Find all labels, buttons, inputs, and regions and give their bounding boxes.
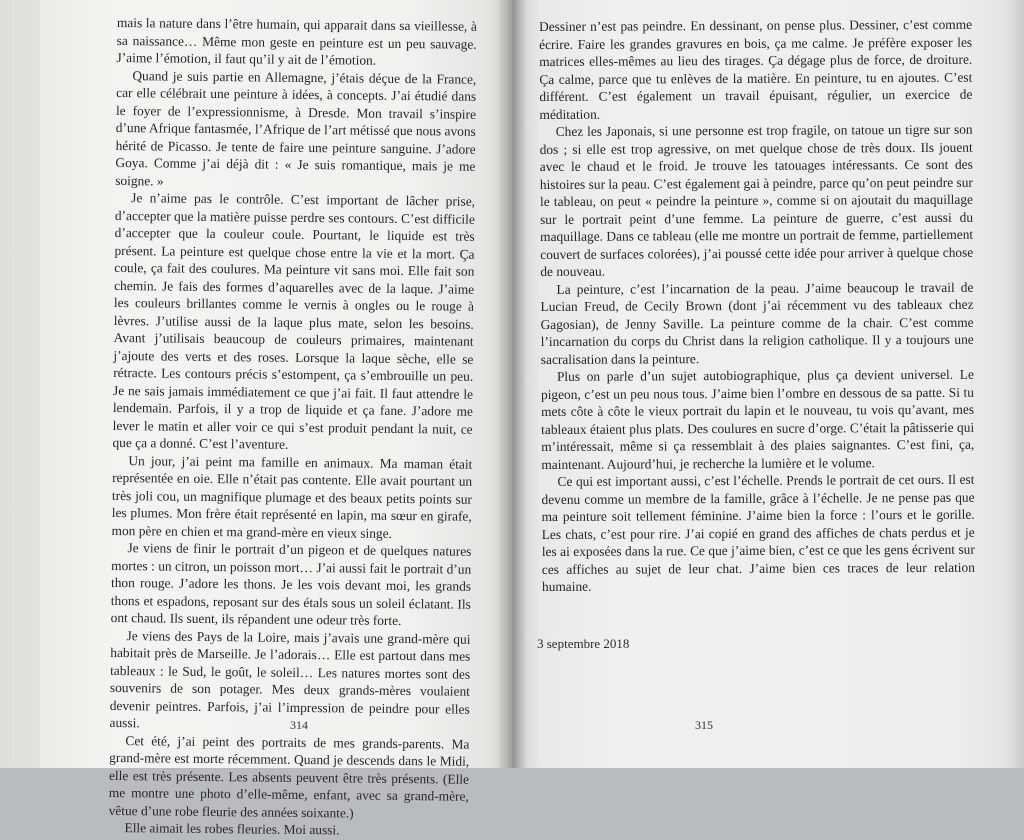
paragraph: mais la nature dans l’être humain, qui apparait dans sa vieillesse, à sa naissance… Même mon geste en peinture est un peu sauvage. J’aime l’émotion, il faut qu’il y ait de l’émotion. — [116, 14, 477, 68]
paragraph: Je n’aime pas le contrôle. C’est important de lâcher prise, d’accepter que la matière puisse perdre ses contours. C’est difficile d’accepter que la couleur coule. Pourtant, le liquide est très présent. La peinture est quelque chose entre la vie et la mort. Ça coule, ça fait des coulures. Ma peinture vit sans moi. Elle fait son chemin. Je fais des formes d’aquarelles avec de la laque. J’aime les couleurs brillantes comme le vernis à ongles ou le rouge à lèvres. J’utilise aussi de la laque plus mate, selon les besoins. Avant j’utilisais beaucoup de couleurs primaires, maintenant j’ajoute des verts et des roses. Lorsque la laque sèche, elle se rétracte. Les contours précis s’estompent, ça s’embrouille un peu. Je ne sais jamais immédiatement ce que j’ai fait. Il faut attendre le lendemain. Parfois, il y a trop de liquide et ça fane. J’adore me lever le matin et aller voir ce qui s’est produit pendant la nuit, ce que ça a donné. C’est l’aventure. — [112, 190, 476, 452]
right-page-text — [539, 16, 975, 596]
left-page — [0, 0, 512, 838]
paragraph: Elle aimait les robes fleuries. Moi aussi. — [124, 820, 340, 838]
paragraph: Plus on parle d’un sujet autobiographique, plus ça devient universel. Le pigeon, c’est un peu nous tous. J’aime bien l’ombre en dessous de sa patte. Si tu mets côte à côte le vieux portrait du lapin et le nouveau, tu vois qu’avant, mes tableaux étaient plus plats. Des coulures en sucre d’orge. C’était la pâtisserie qui m’intéressait, même si ça ressemblait à des plaies saignantes. C’est fini, ça, maintenant. Aujourd’hui, je recherche la lumière et le volume. — [540, 366, 975, 472]
paragraph: Cet été, j’ai peint des portraits de mes grands-parents. Ma grand-mère est morte récemment. Quand je descends dans le Midi, elle est très présente. Les absents peuvent être très présents. (Elle me montre une photo d’elle-même, enfant, avec sa grand-mère, vêtue d’une robe fleurie des années soixante.) — [108, 732, 470, 821]
paragraph: Chez les Japonais, si une personne est trop fragile, on tatoue un tigre sur son dos ; si elle est trop agressive, on met quelque chose de très doux. Ils jouent avec le chaud et le froid. Je trouve les tatouages intéressants. Ce sont des histoires sur la peau. C’est également gai à peindre, parce qu’on peut peindre sur le tableau, on peut « peindre la peinture », comme si on ajoutait du maquillage sur le portrait peint d’une femme. La peinture de guerre, c’est aussi du maquillage. Dans ce tableau (elle me montre un portrait de femme, partiellement couvert de surfaces colorées), j’ai poussé cette idée pour arriver à quelque chose de nouveau. — [539, 121, 974, 279]
paragraph: Ce qui est important aussi, c’est l’échelle. Prends le portrait de cet ours. Il est devenu comme un membre de la famille, grâce à l’échelle. Je ne pense pas que ma peinture soit tellement féminine. J’aime bien la force : l’ours et le gorille. Les chats, c’est pour rire. J’ai copié en grand des affiches de chats perdus et je les ai exposées dans la rue. Ce que j’aime bien, c’est ce que les gens écrivent sur ces affiches au sujet de leur chat. J’aime bien ces traces de leur relation humaine. — [541, 471, 975, 594]
page-edges — [0, 0, 40, 768]
page-number: 315 — [695, 718, 713, 732]
page-number: 314 — [290, 718, 308, 732]
paragraph: La peinture, c’est l’incarnation de la peau. J’aime beaucoup le travail de Lucian Freud, de Cecily Brown (dont j’ai récemment vu des tableaux chez Gagosian), de Jenny Saville. La peinture comme de la chair. C’est comme l’incarnation du corps du Christ dans la religion catholique. Il y a toujours une sacralisation dans la peinture. — [540, 279, 974, 367]
paragraph: Quand je suis partie en Allemagne, j’étais déçue de la France, car elle célébrait une peinture à idées, à concepts. J’ai étudié dans le foyer de l’expressionnisme, à Dresde. Mon travail s’inspire d’une Afrique fantasmée, l’Afrique de l’art métissé que nous avons hérité de Picasso. Je tente de faire une peinture sanguine. J’adore Goya. Comme j’ai déjà dit : « Je suis romantique, mais je me soigne. » — [115, 67, 477, 188]
book-gutter — [497, 0, 527, 768]
interview-date: 3 septembre 2018 — [537, 636, 630, 651]
left-page-text — [108, 14, 477, 840]
paragraph: Je viens de finir le portrait d’un pigeon et de quelques natures mortes : un citron, un poisson mort… J’ai aussi fait le portrait d’un thon rouge. J’adore les thons. Je les vois devant moi, les grands thons et espadons, reposant sur des étals sous un soleil éclatant. Ils ont chaud. Ils suent, ils répandent une odeur très forte. — [110, 540, 472, 629]
right-page — [512, 0, 1024, 768]
page-edge-shadow — [1006, 0, 1024, 768]
paragraph: Un jour, j’ai peint ma famille en animaux. Ma maman était représentée en oie. Elle n’était pas contente. Elle avait pourtant un très joli cou, un magnifique plumage et des beaux petits points sur les plumes. Mon frère était représenté en lapin, ma sœur en girafe, mon père en chien et ma grand-mère en vieux singe. — [111, 452, 473, 541]
paragraph: Dessiner n’est pas peindre. En dessinant, on pense plus. Dessiner, c’est comme écrire. Faire les grandes gravures en bois, ça me calme. Je préfère exposer les matrices elles-mêmes au lieu des tirages. Ça dégage plus de force, de droiture. Ça calme, parce que tu enlèves de la matière. En peinture, tu en ajoutes. C’est différent. C’est également un travail épuisant, régulier, un exercice de méditation. — [539, 16, 973, 122]
paragraph: Je viens des Pays de la Loire, mais j’avais une grand-mère qui habitait près de Marseille. Je l’adorais… Elle est partout dans mes tableaux : le Sud, le goût, le soleil… Les natures mortes sont des souvenirs de son potager. Mes deux grands-mères voulaient devenir peintres. Parfois, j’ai l’impression de peindre pour elles aussi. — [109, 627, 471, 731]
